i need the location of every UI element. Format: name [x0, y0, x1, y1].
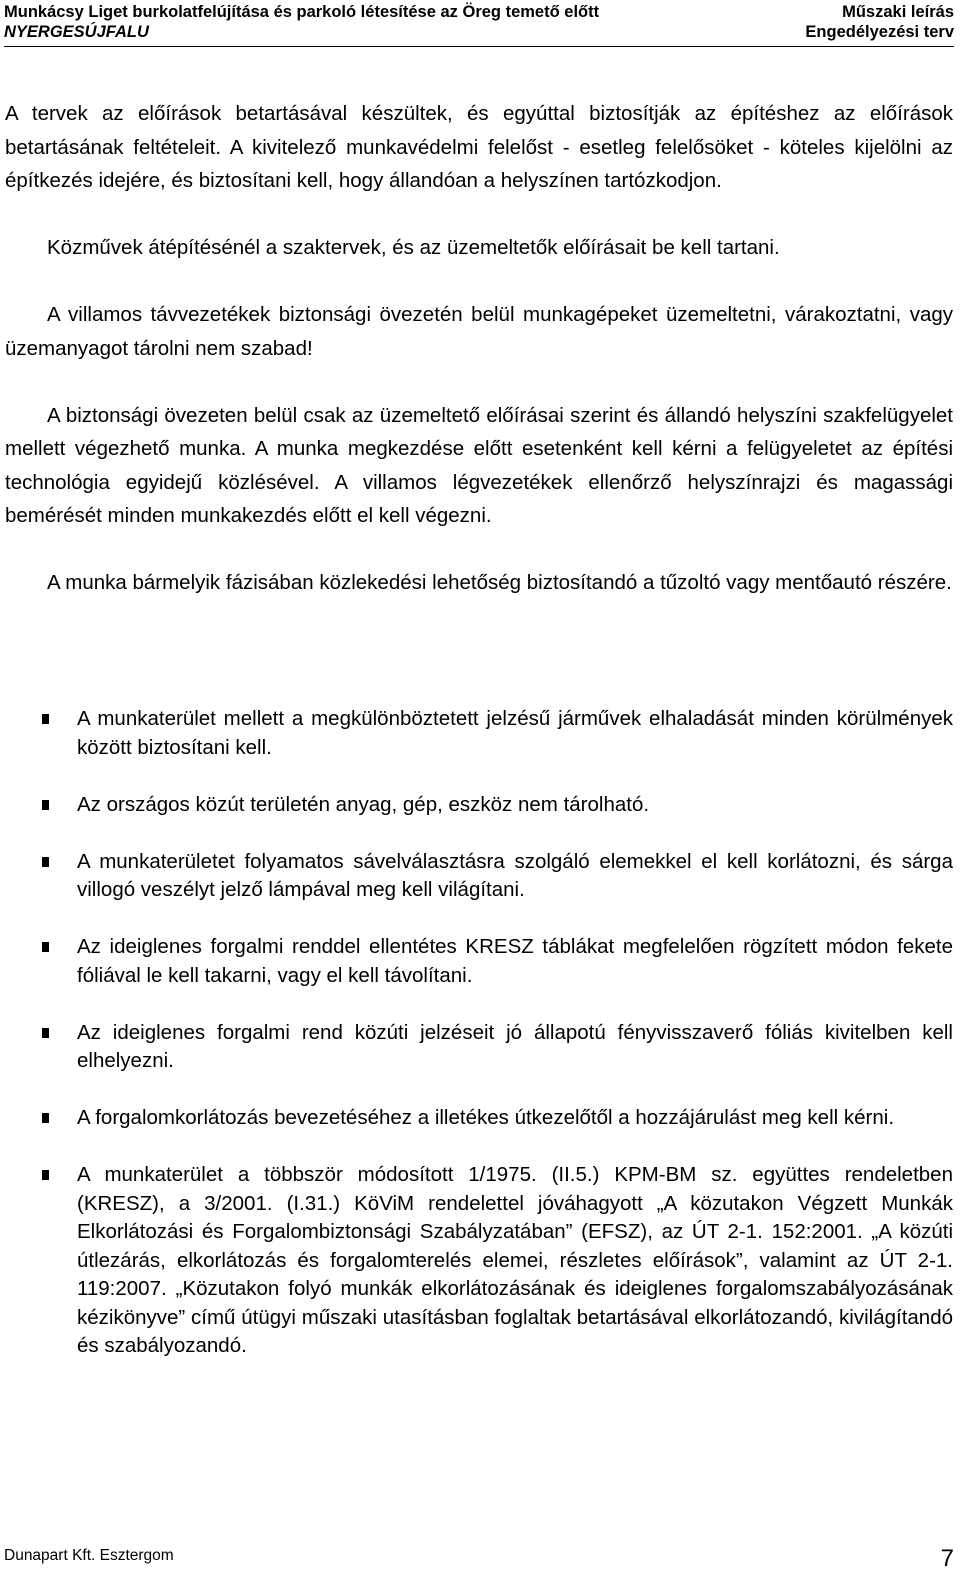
header-doc-subtype: Engedélyezési terv	[805, 23, 954, 41]
list-item: Az ideiglenes forgalmi renddel ellentétes KRESZ táblákat megfelelően rögzített módon fekete fóliával le kell takarni, vagy el kell távolítani.	[5, 933, 953, 990]
footer-company: Dunapart Kft. Esztergom	[4, 1547, 174, 1564]
bullet-list	[5, 705, 953, 1361]
header-project-title: Munkácsy Liget burkolatfelújítása és parkoló létesítése az Öreg temető előtt	[4, 3, 600, 21]
list-item: A forgalomkorlátozás bevezetéséhez a illetékes útkezelőtől a hozzájárulást meg kell kérni.	[5, 1104, 953, 1133]
page-header	[4, 2, 954, 42]
header-location: NYERGESÚJFALU	[4, 23, 149, 41]
page-footer	[4, 1545, 954, 1573]
square-bullet-icon	[42, 714, 49, 724]
paragraph-intro: A tervek az előírások betartásával készültek, és egyúttal biztosítják az építéshez az előírások betartásának feltételeit. A kivitelező munkavédelmi felelőst - esetleg felelősöket - köteles kijelölni az építkezés idejére, és biztosítani kell, hogy állandóan a helyszínen tartózkodjon.	[5, 102, 953, 192]
header-divider	[4, 46, 954, 47]
square-bullet-icon	[42, 1170, 49, 1180]
paragraph-emergency-access: A munka bármelyik fázisában közlekedési lehetőség biztosítandó a tűzoltó vagy mentőautó részére.	[47, 571, 952, 594]
list-item: A munkaterület a többször módosított 1/1975. (II.5.) KPM-BM sz. együttes rendeletben (KRESZ), a 3/2001. (I.31.) KöViM rendelettel jóváhagyott „A közutakon Végzett Munkák Elkorlátozási és Forgalombiztonsági Szabályzatában” (EFSZ), az ÚT 2-1. 152:2001. „A közúti útlezárás, elkorlátozás és forgalomterelés elemei, részletes előírások”, valamint az ÚT 2-1. 119:2007. „Közutakon folyó munkák elkorlátozásának és ideiglenes forgalomszabályozásának kézikönyve” című útügyi műszaki utasításban foglaltak betartásával elkorlátozandó, kivilágítandó és szabályozandó.	[5, 1161, 953, 1361]
page-number: 7	[940, 1545, 954, 1572]
paragraph-power-lines: A villamos távvezetékek biztonsági övezetén belül munkagépeket üzemeltetni, várakoztatni, vagy üzemanyagot tárolni nem szabad!	[5, 303, 953, 360]
square-bullet-icon	[42, 942, 49, 952]
list-item: Az országos közút területén anyag, gép, eszköz nem tárolható.	[5, 791, 953, 820]
square-bullet-icon	[42, 857, 49, 867]
list-item: A munkaterület mellett a megkülönböztetett jelzésű járművek elhaladását minden körülmények között biztosítani kell.	[5, 705, 953, 762]
paragraph-utilities: Közművek átépítésénél a szaktervek, és az üzemeltetők előírásait be kell tartani.	[47, 236, 780, 259]
paragraph-safety-zone: A biztonsági övezeten belül csak az üzemeltető előírásai szerint és állandó helyszíni szakfelügyelet mellett végezhető munka. A munka megkezdése előtt esetenként kell kérni a felügyeletet az építési technológia egyidejű közlésével. A villamos légvezetékek ellenőrző helyszínrajzi és magassági bemérését minden munkakezdés előtt el kell végezni.	[5, 403, 953, 527]
square-bullet-icon	[42, 1028, 49, 1038]
square-bullet-icon	[42, 1113, 49, 1123]
square-bullet-icon	[42, 800, 49, 810]
list-item: Az ideiglenes forgalmi rend közúti jelzéseit jó állapotú fényvisszaverő fóliás kivitelben kell elhelyezni.	[5, 1019, 953, 1076]
document-body	[5, 97, 953, 600]
header-doc-type: Műszaki leírás	[842, 3, 954, 21]
list-item: A munkaterületet folyamatos sávelválasztásra szolgáló elemekkel el kell korlátozni, és sárga villogó veszélyt jelző lámpával meg kell világítani.	[5, 848, 953, 905]
